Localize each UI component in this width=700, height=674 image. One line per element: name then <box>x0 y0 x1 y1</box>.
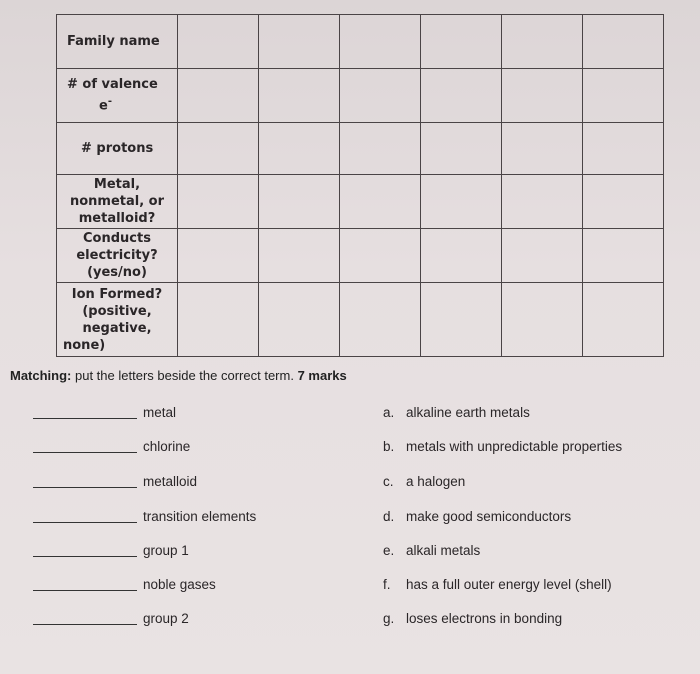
answer-cell[interactable] <box>340 175 421 229</box>
table-row <box>57 123 664 175</box>
matching-instructions: Matching: put the letters beside the correct term. 7 marks <box>10 368 347 383</box>
option-text: alkaline earth metals <box>406 405 530 420</box>
matching-row <box>0 474 700 494</box>
row-header-protons: # protons <box>57 123 178 175</box>
answer-cell[interactable] <box>583 175 664 229</box>
matching-term: transition elements <box>143 509 257 524</box>
option-letter: c. <box>383 474 394 489</box>
row-header-metal-type: Metal, nonmetal, or metalloid? <box>57 175 178 229</box>
answer-cell[interactable] <box>340 229 421 283</box>
row-header-family-name: Family name <box>57 15 178 69</box>
answer-cell[interactable] <box>502 69 583 123</box>
option-text: metals with unpredictable properties <box>406 439 623 454</box>
answer-cell[interactable] <box>178 229 259 283</box>
option-text: alkali metals <box>406 543 481 558</box>
answer-cell[interactable] <box>421 175 502 229</box>
answer-cell[interactable] <box>259 69 340 123</box>
row-header-ion-formed: Ion Formed? (positive, negative, none) <box>57 283 178 357</box>
answer-cell[interactable] <box>421 123 502 175</box>
matching-term: chlorine <box>143 439 191 454</box>
answer-blank[interactable] <box>33 487 137 488</box>
answer-cell[interactable] <box>259 123 340 175</box>
answer-cell[interactable] <box>340 69 421 123</box>
option-text: has a full outer energy level (shell) <box>406 577 612 592</box>
option-letter: f. <box>383 577 391 592</box>
answer-blank[interactable] <box>33 522 137 523</box>
answer-cell[interactable] <box>502 175 583 229</box>
answer-cell[interactable] <box>583 123 664 175</box>
row-header-valence-electrons: # of valence e- <box>57 69 178 123</box>
matching-row <box>0 439 700 459</box>
answer-cell[interactable] <box>421 69 502 123</box>
option-text: loses electrons in bonding <box>406 611 563 626</box>
answer-cell[interactable] <box>178 15 259 69</box>
answer-cell[interactable] <box>421 15 502 69</box>
option-letter: e. <box>383 543 395 558</box>
answer-cell[interactable] <box>421 283 502 357</box>
matching-term: noble gases <box>143 577 216 592</box>
answer-cell[interactable] <box>502 229 583 283</box>
option-text: make good semiconductors <box>406 509 572 524</box>
answer-cell[interactable] <box>259 229 340 283</box>
answer-cell[interactable] <box>259 175 340 229</box>
answer-cell[interactable] <box>502 123 583 175</box>
answer-cell[interactable] <box>583 15 664 69</box>
answer-cell[interactable] <box>583 229 664 283</box>
option-text: a halogen <box>406 474 466 489</box>
option-letter: b. <box>383 439 395 454</box>
answer-cell[interactable] <box>340 283 421 357</box>
table-row <box>57 175 664 229</box>
row-header-conducts-electricity: Conducts electricity? (yes/no) <box>57 229 178 283</box>
matching-row <box>0 509 700 529</box>
answer-blank[interactable] <box>33 556 137 557</box>
answer-cell[interactable] <box>583 69 664 123</box>
answer-blank[interactable] <box>33 624 137 625</box>
answer-cell[interactable] <box>340 15 421 69</box>
matching-row <box>0 543 700 563</box>
answer-cell[interactable] <box>340 123 421 175</box>
option-letter: a. <box>383 405 395 420</box>
answer-cell[interactable] <box>421 229 502 283</box>
matching-row <box>0 405 700 425</box>
matching-term: group 2 <box>143 611 189 626</box>
table-row <box>57 69 664 123</box>
table-row <box>57 15 664 69</box>
matching-term: metal <box>143 405 177 420</box>
answer-blank[interactable] <box>33 418 137 419</box>
matching-term: group 1 <box>143 543 189 558</box>
table-row <box>57 283 664 357</box>
answer-cell[interactable] <box>178 123 259 175</box>
answer-cell[interactable] <box>502 15 583 69</box>
answer-cell[interactable] <box>583 283 664 357</box>
option-letter: g. <box>383 611 395 626</box>
answer-cell[interactable] <box>259 283 340 357</box>
answer-cell[interactable] <box>178 69 259 123</box>
answer-cell[interactable] <box>178 175 259 229</box>
answer-cell[interactable] <box>502 283 583 357</box>
matching-row <box>0 611 700 631</box>
element-family-table <box>56 14 664 357</box>
answer-blank[interactable] <box>33 590 137 591</box>
matching-row <box>0 577 700 597</box>
matching-term: metalloid <box>143 474 198 489</box>
table-row <box>57 229 664 283</box>
option-letter: d. <box>383 509 395 524</box>
answer-cell[interactable] <box>259 15 340 69</box>
answer-blank[interactable] <box>33 452 137 453</box>
answer-cell[interactable] <box>178 283 259 357</box>
